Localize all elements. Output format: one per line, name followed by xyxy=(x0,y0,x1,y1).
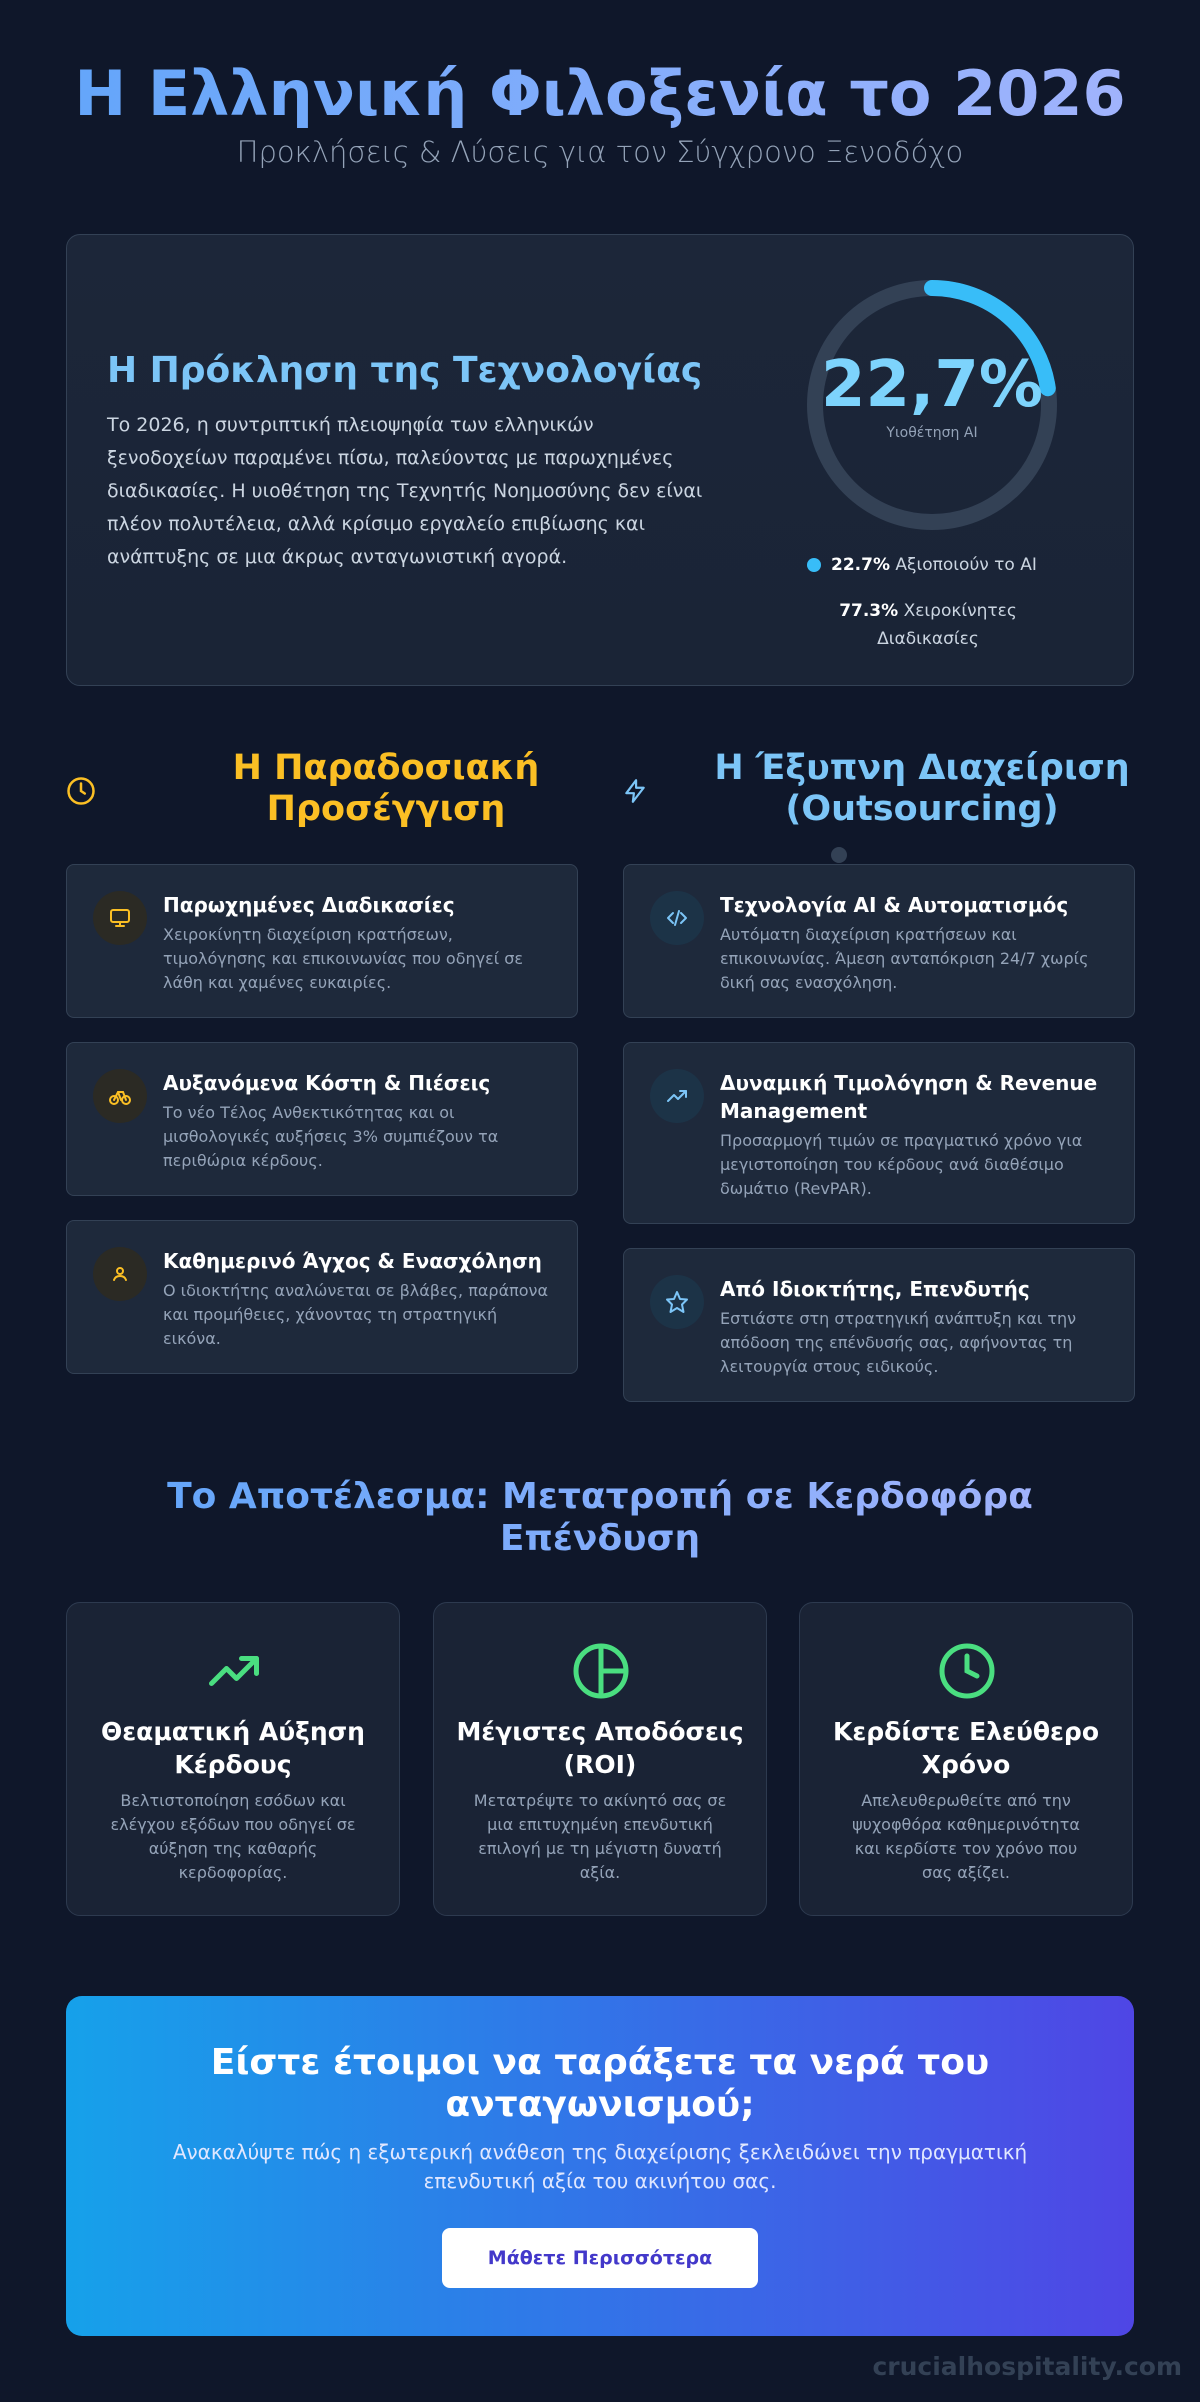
star-icon xyxy=(665,1290,689,1314)
trending-up-icon xyxy=(204,1641,264,1701)
smart-heading xyxy=(622,748,1182,838)
benefit-time xyxy=(799,1602,1133,1916)
tech-challenge-title: Η Πρόκληση της Τεχνολογίας xyxy=(107,350,703,391)
smart-item-desc: Προσαρμογή τιμών σε πραγματικό χρόνο για μεγιστοποίηση του κέρδους ανά διαθέσιμο δωμάτιο (RevPAR). xyxy=(720,1131,1083,1198)
donut-caption: Υιοθέτηση AI xyxy=(886,425,978,441)
smart-item-icon-box xyxy=(650,1275,704,1329)
traditional-item-icon-box xyxy=(93,891,147,945)
legend-dot-manual xyxy=(831,847,847,863)
traditional-item-desc: Χειροκίνητη διαχείριση κρατήσεων, τιμολόγησης και επικοινωνίας που οδηγεί σε λάθη και χαμένες ευκαιρίες. xyxy=(163,925,524,992)
traditional-title: Η Παραδοσιακή Προσέγγιση xyxy=(232,748,540,829)
traditional-item-title: Καθημερινό Άγχος & Ενασχόληση xyxy=(163,1249,542,1273)
bicycle-icon xyxy=(108,1084,132,1108)
page-title: Η Ελληνική Φιλοξενία το 2026 xyxy=(0,58,1200,129)
pie-chart-icon xyxy=(571,1641,631,1701)
traditional-item-title: Αυξανόμενα Κόστη & Πιέσεις xyxy=(163,1071,491,1095)
user-icon xyxy=(108,1262,132,1286)
learn-more-button[interactable]: Μάθετε Περισσότερα xyxy=(442,2228,758,2288)
smart-item-pricing xyxy=(623,1042,1135,1224)
donut-value: 22,7% xyxy=(820,348,1044,422)
traditional-item-title: Παρωχημένες Διαδικασίες xyxy=(163,893,455,917)
legend-dot-ai xyxy=(807,558,821,572)
smart-title: Η Έξυπνη Διαχείριση (Outsourcing) xyxy=(714,748,1130,829)
traditional-heading xyxy=(66,748,586,838)
footer-url[interactable]: crucialhospitality.com xyxy=(872,2352,1182,2381)
traditional-item-stress xyxy=(66,1220,578,1374)
smart-item-desc: Εστιάστε στη στρατηγική ανάπτυξη και την απόδοση της επένδυσής σας, αφήνοντας τη λειτουργία στους ειδικούς. xyxy=(720,1309,1077,1376)
smart-item-ai xyxy=(623,864,1135,1018)
smart-item-title: Δυναμική Τιμολόγηση & Revenue Management xyxy=(720,1071,1098,1123)
clock-icon xyxy=(66,776,96,806)
results-title: Το Αποτέλεσμα: Μετατροπή σε Κερδοφόρα Επένδυση xyxy=(100,1476,1100,1560)
cta-banner xyxy=(66,1996,1134,2336)
legend-item-ai xyxy=(807,555,1037,575)
monitor-icon xyxy=(108,906,132,930)
traditional-item-icon-box xyxy=(93,1247,147,1301)
benefit-title: Κερδίστε Ελεύθερο Χρόνο xyxy=(832,1717,1099,1779)
legend-manual-label: Χειροκίνητες Διαδικασίες xyxy=(877,601,1017,649)
traditional-item-icon-box xyxy=(93,1069,147,1123)
code-icon xyxy=(665,906,689,930)
traditional-item-outdated xyxy=(66,864,578,1018)
smart-item-title: Από Ιδιοκτήτης, Επενδυτής xyxy=(720,1277,1030,1301)
legend-ai-percent: 22.7% xyxy=(831,555,890,575)
benefit-profit xyxy=(66,1602,400,1916)
benefit-title: Μέγιστες Αποδόσεις (ROI) xyxy=(456,1717,744,1779)
benefit-desc: Μετατρέψτε το ακίνητό σας σε μια επιτυχημένη επενδυτική επιλογή με τη μέγιστη δυνατή αξία. xyxy=(473,1791,727,1882)
traditional-item-costs xyxy=(66,1042,578,1196)
traditional-item-desc: Ο ιδιοκτήτης αναλώνεται σε βλάβες, παράπονα και προμήθειες, χάνοντας τη στρατηγική εικόνα. xyxy=(163,1281,549,1348)
smart-item-investor xyxy=(623,1248,1135,1402)
tech-challenge-body: Το 2026, η συντριπτική πλειοψηφία των ελληνικών ξενοδοχείων παραμένει πίσω, παλεύοντας με παρωχημένες διαδικασίες. Η υιοθέτηση της Τεχνητής Νοημοσύνης δεν είναι πλέον πολυτέλεια, αλλά κρίσιμο εργαλείο επιβίωσης και ανάπτυξης σε μια άκρως ανταγωνιστική αγορά. xyxy=(107,414,703,568)
legend-item-manual xyxy=(833,597,1023,653)
page-subtitle: Προκλήσεις & Λύσεις για τον Σύγχρονο Ξενοδόχο xyxy=(236,135,964,170)
cta-text: Ανακαλύψτε πώς η εξωτερική ανάθεση της διαχείρισης ξεκλειδώνει την πραγματική επενδυτική αξία του ακινήτου σας. xyxy=(172,2140,1028,2193)
clock-icon xyxy=(937,1641,997,1701)
benefit-roi xyxy=(433,1602,767,1916)
ai-adoption-donut-chart xyxy=(802,275,1062,535)
trending-up-icon xyxy=(665,1084,689,1108)
benefit-desc: Βελτιστοποίηση εσόδων και ελέγχου εξόδων που οδηγεί σε αύξηση της καθαρής κερδοφορίας. xyxy=(110,1791,356,1882)
smart-item-desc: Αυτόματη διαχείριση κρατήσεων και επικοινωνίας. Άμεση ανταπόκριση 24/7 χωρίς δική σας ενασχόληση. xyxy=(720,925,1089,992)
benefit-title: Θεαματική Αύξηση Κέρδους xyxy=(101,1717,365,1779)
legend-ai-label: Αξιοποιούν το AI xyxy=(895,555,1037,575)
traditional-item-desc: Το νέο Τέλος Ανθεκτικότητας και οι μισθολογικές αυξήσεις 3% συμπιέζουν τα περιθώρια κέρδους. xyxy=(163,1103,499,1170)
smart-item-icon-box xyxy=(650,1069,704,1123)
cta-title: Είστε έτοιμοι να ταράξετε τα νερά του ανταγωνισμού; xyxy=(210,2042,990,2125)
smart-item-icon-box xyxy=(650,891,704,945)
tech-challenge-text xyxy=(107,350,707,574)
benefit-desc: Απελευθερωθείτε από την ψυχοφθόρα καθημερινότητα και κερδίστε τον χρόνο που σας αξίζει. xyxy=(852,1791,1080,1882)
smart-item-title: Τεχνολογία AI & Αυτοματισμός xyxy=(720,893,1069,917)
page-header xyxy=(0,0,1200,169)
legend-manual-percent: 77.3% xyxy=(839,601,899,621)
tech-challenge-card xyxy=(66,234,1134,686)
lightning-icon xyxy=(622,778,648,804)
